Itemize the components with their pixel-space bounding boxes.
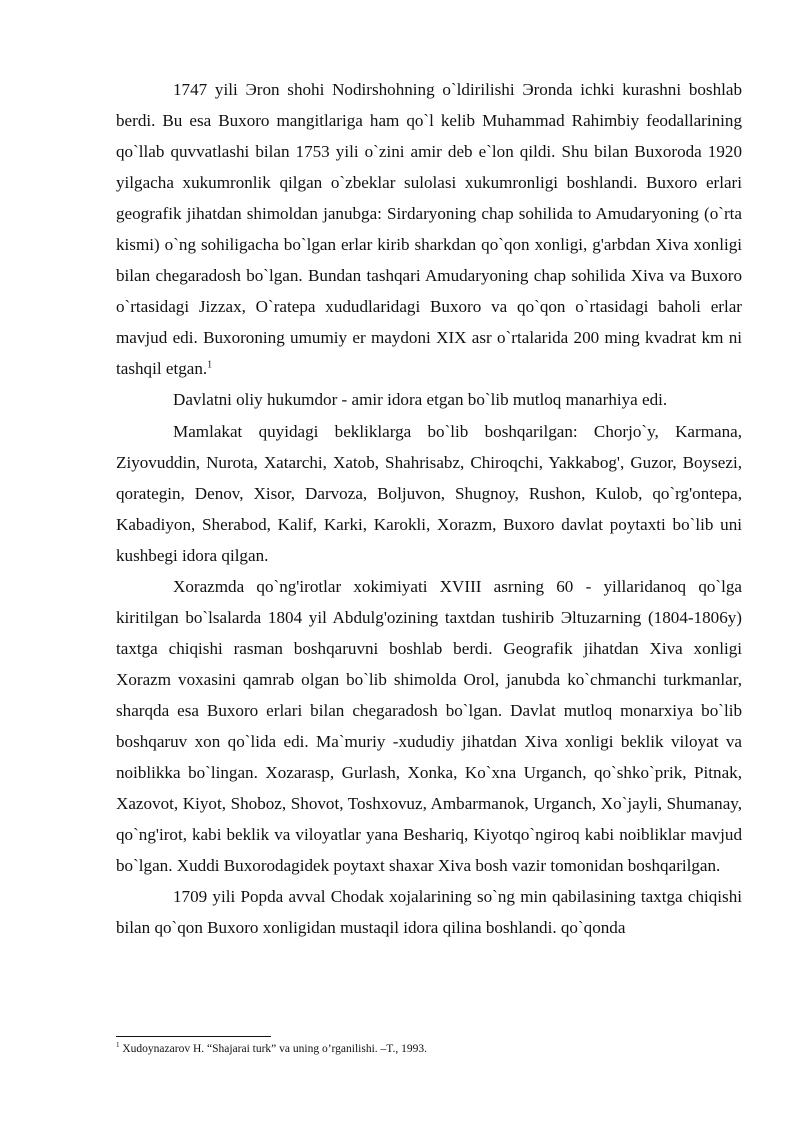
paragraph-2: Davlatni oliy hukumdor - amir idora etgan bo`lib mutloq manarhiya edi. [173,390,668,410]
footnote-text: Xudoynazarov H. “Shajarai turk” va uning o’rganilishi. –T., 1993. [119,1043,427,1055]
paragraph-4: Xorazmda qo`ng'irotlar xokimiyati XVIII asrning 60 - yillaridanoq qo`lga kiritilgan bo`lsalarda 1804 yil Abdulg'ozining taxtdan tushirib Эltuzarning (1804-1806y) taxtga chiqishi rasman boshqaruvni boshlab berdi. Geografik jihatdan Xiva xonligi Xorazm voxasini qamrab olgan bo`lib shimolda Orol, janubda ko`chmanchi turkmanlar, sharqda esa Buxoro erlari bilan chegaradosh bo`lgan. Davlat mutloq monarxiya bo`lib boshqaruv xon qo`lida edi. Ma`muriy -xududiy jihatdan Xiva xonligi beklik viloyat va noiblikka bo`lingan. Xozarasp, Gurlash, Xonka, Ko`xna Urganch, qo`shko`prik, Pitnak, Xazovot, Kiyot, Shoboz, Shovot, Toshxovuz, Ambarmanok, Urganch, Xo`jayli, Shumanay, qo`ng'irot, kabi beklik va viloyatlar yana Beshariq, Kiyotqo`ngiroq kabi noibliklar mavjud bo`lgan. Xuddi Buxorodagidek poytaxt shaxar Xiva bosh vazir tomonidan boshqarilgan. [116,576,742,876]
paragraph-1 [116,74,742,384]
paragraph-1-text: 1747 yili Эron shohi Nodirshohning o`ldirilishi Эronda ichki kurashni boshlab berdi. Bu esa Buxoro mangitlariga ham qo`l kelib Muhammad Rahimbiy feodallarining qo`llab quvvatlashi bilan 1753 yili o`zini amir deb e`lon qildi. Shu bilan Buxoroda 1920 yilgacha xukumronlik qilgan o`zbeklar sulolasi xukumronligi boshlandi. Buxoro erlari geografik jihatdan shimoldan janubga: Sirdaryoning chap sohilida to Amudaryoning (o`rta kismi) o`ng sohiligacha bo`lgan erlar kirib sharkdan qo`qon xonligi, g'arbdan Xiva xonligi bilan chegaradosh bo`lgan. Bundan tashqari Amudaryoning chap sohilida Xiva va Buxoro o`rtasidagi Jizzax, O`ratepa xududlaridagi Buxoro va qo`qon o`rtasidagi baholi erlar mavjud edi. Buxoroning umumiy er maydoni XIX asr o`rtalarida 200 ming kvadrat km ni tashqil etgan. [116,80,742,379]
paragraph-3: Mamlakat quyidagi bekliklarga bo`lib boshqarilgan: Chorjo`y, Karmana, Ziyovuddin, Nurota, Xatarchi, Xatob, Shahrisabz, Chiroqchi, Yakkabog', Guzor, Boysezi, qorategin, Denov, Xisor, Darvoza, Boljuvon, Shugnoy, Rushon, Kulob, qo`rg'ontepa, Kabadiyon, Sherabod, Kalif, Karki, Karokli, Xorazm, Buxoro davlat poytaxti bo`lib uni kushbegi idora qilgan. [116,421,742,565]
body-text [116,74,742,943]
footnote-reference[interactable]: 1 [207,359,213,371]
footnote-marker: 1 [116,1041,120,1050]
footnote [116,1042,742,1056]
paragraph-5: 1709 yili Popda avval Chodak xojalarining so`ng min qabilasining taxtga chiqishi bilan qo`qon Buxoro xonligidan mustaqil idora qilina boshlandi. qo`qonda [116,887,742,938]
footnote-separator [116,1036,271,1037]
